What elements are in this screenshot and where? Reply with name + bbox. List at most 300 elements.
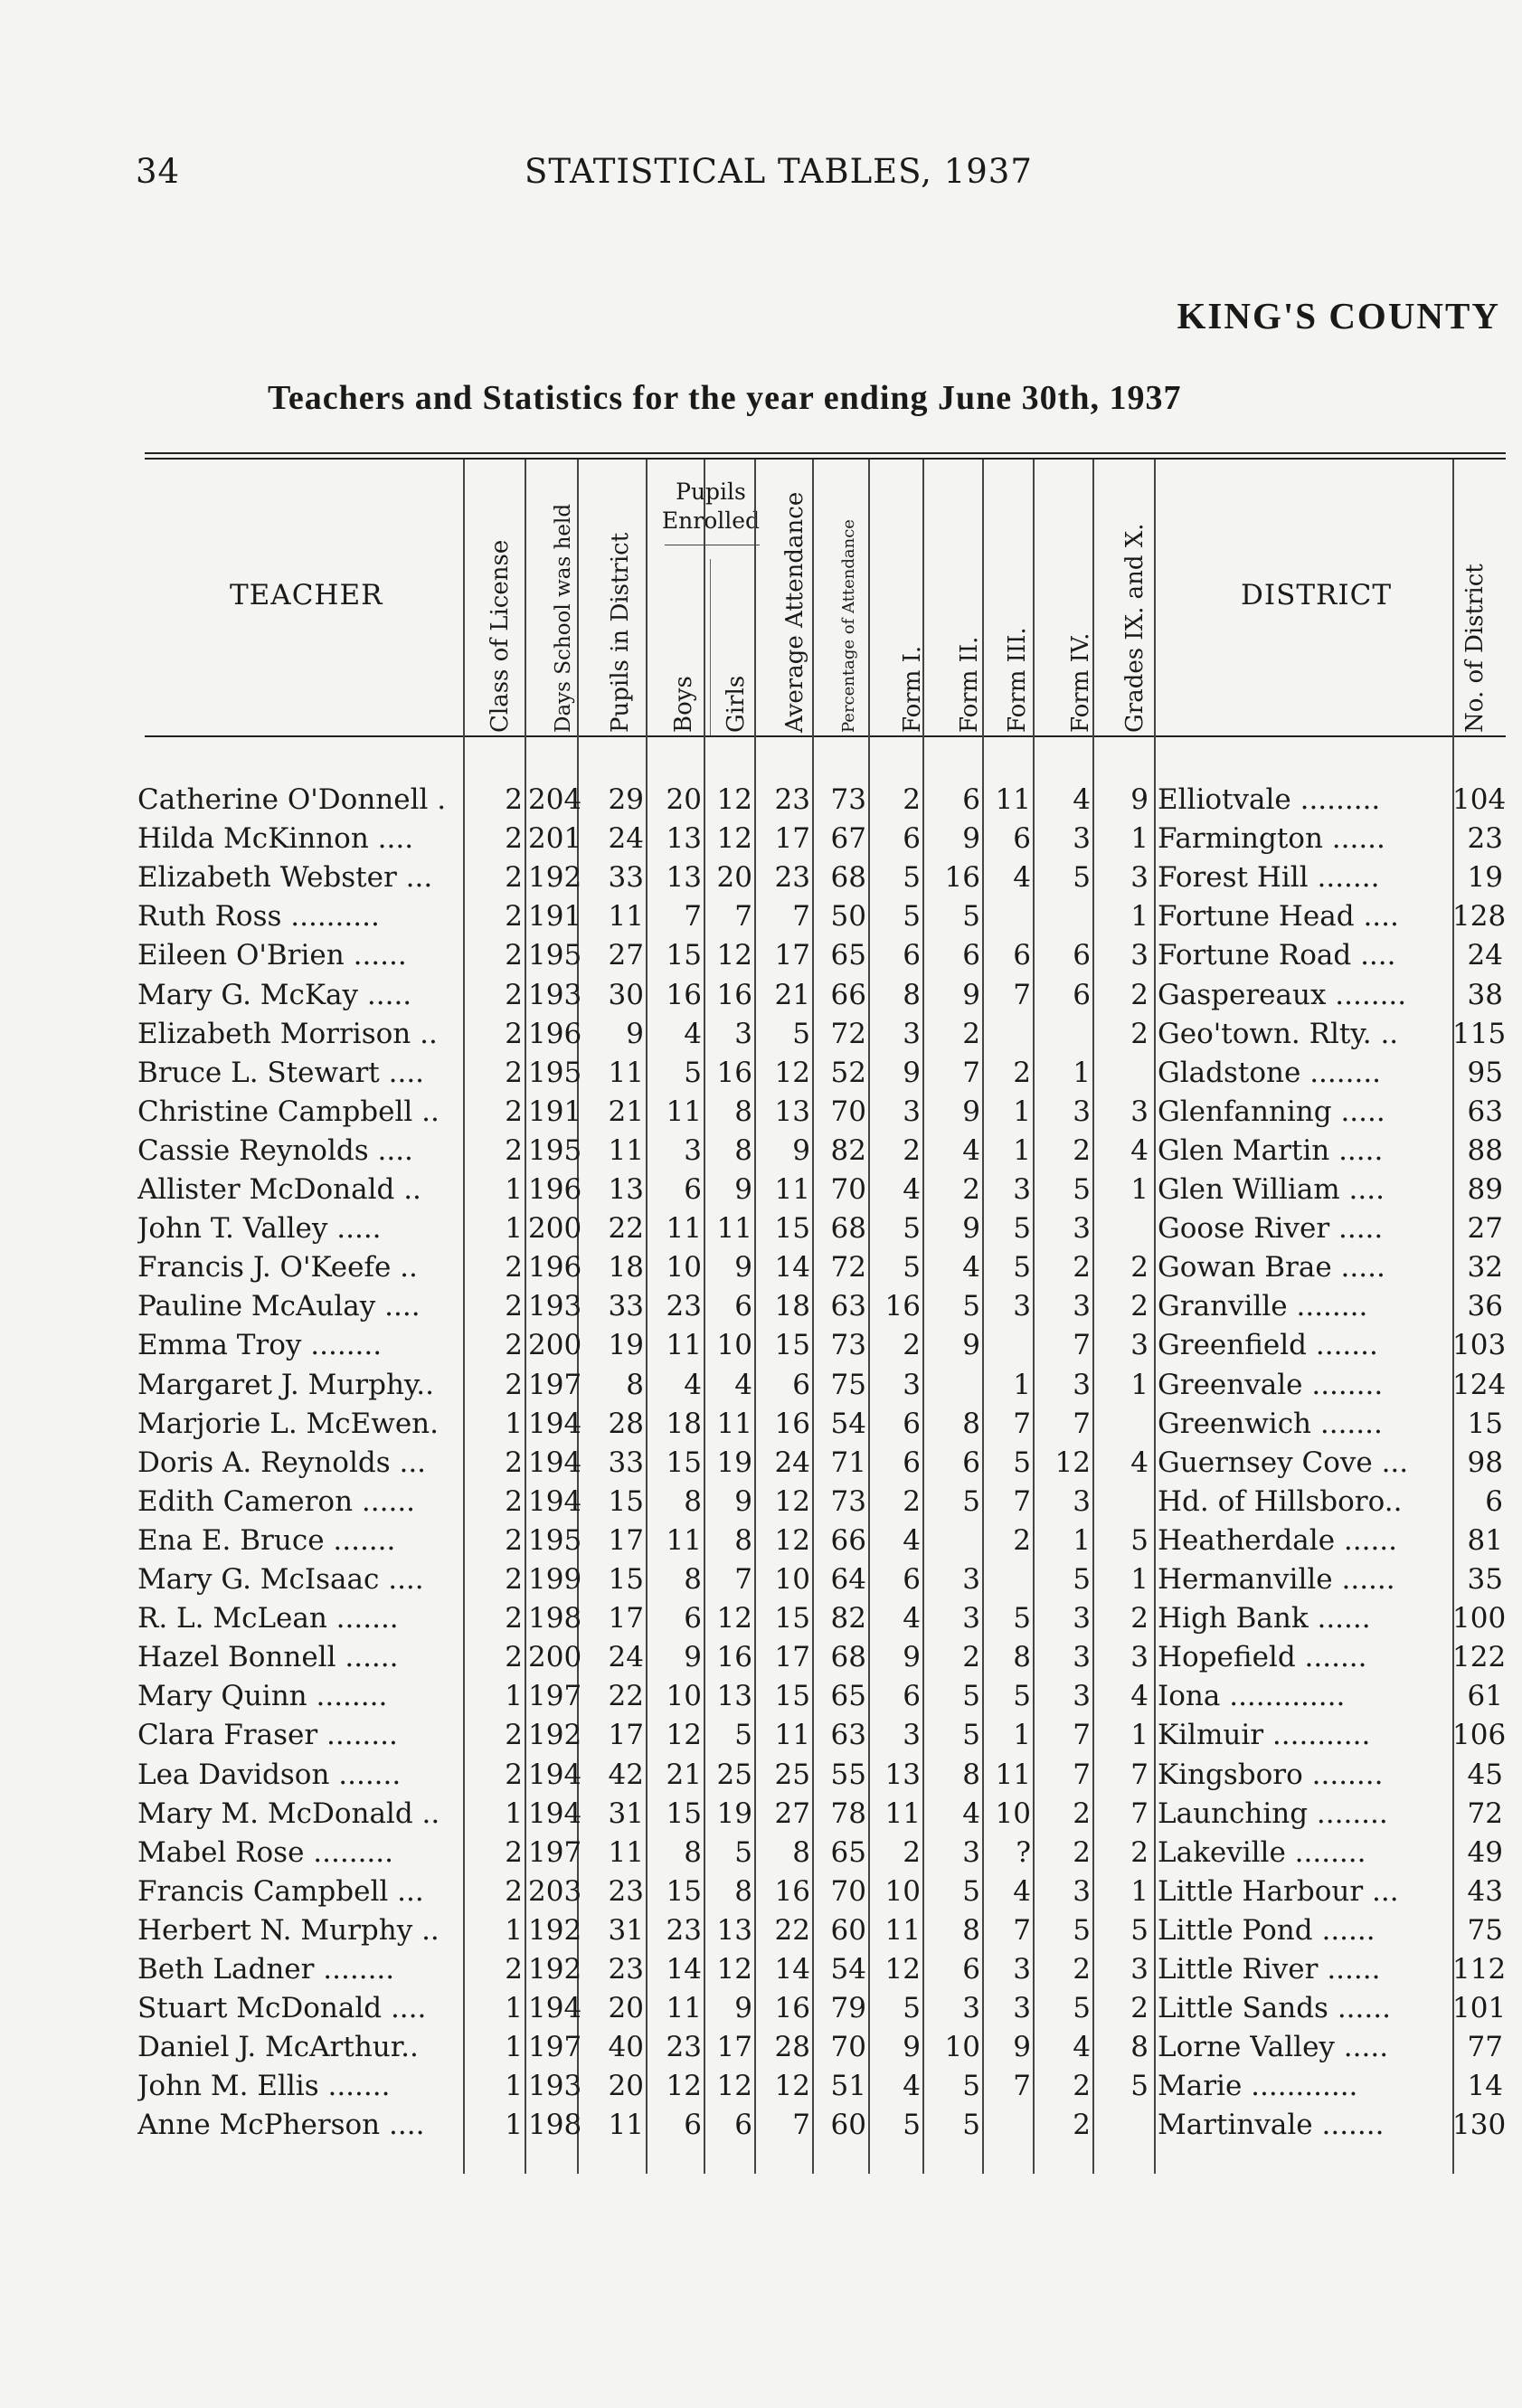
cell-f3: 3 — [1013, 1992, 1031, 2025]
table-row — [0, 1018, 1522, 1057]
cell-f4: 1 — [1073, 1056, 1091, 1089]
teacher-name: John T. Valley ..... — [137, 1212, 382, 1246]
teacher-name: R. L. McLean ....... — [137, 1602, 399, 1635]
cell-cls: 1 — [505, 1407, 523, 1440]
cell-f1: 9 — [903, 1641, 921, 1674]
cell-pupils: 9 — [626, 1017, 644, 1050]
cell-boys: 11 — [666, 1992, 702, 2025]
cell-girls: 13 — [716, 1913, 752, 1947]
cell-pct: 60 — [830, 2109, 866, 2142]
cell-g9: 1 — [1130, 1719, 1149, 1752]
cell-boys: 20 — [666, 783, 702, 816]
cell-pct: 68 — [830, 1212, 866, 1246]
cell-pct: 50 — [830, 900, 866, 934]
cell-f4: 3 — [1073, 1680, 1091, 1713]
cell-days: 198 — [528, 1602, 582, 1635]
cell-girls: 25 — [716, 1758, 752, 1791]
county-heading: KING'S COUNTY — [1177, 295, 1500, 337]
cell-f1: 9 — [903, 2031, 921, 2064]
table-row — [0, 1992, 1522, 2031]
cell-f3: 6 — [1013, 822, 1031, 856]
cell-f2: 9 — [962, 822, 980, 856]
cell-days: 197 — [528, 2031, 582, 2064]
cell-f3: 7 — [1013, 1484, 1031, 1518]
district-name: Iona ............. — [1158, 1680, 1346, 1713]
district-number: 19 — [1467, 861, 1503, 895]
cell-avg: 16 — [774, 1992, 810, 2025]
cell-boys: 8 — [684, 1484, 702, 1518]
cell-pupils: 15 — [608, 1563, 644, 1596]
cell-f4: 3 — [1073, 1095, 1091, 1128]
cell-g9: 7 — [1130, 1797, 1149, 1830]
district-number: 14 — [1467, 2070, 1503, 2103]
cell-pupils: 11 — [608, 1056, 644, 1089]
cell-f3: 9 — [1013, 2031, 1031, 2064]
cell-boys: 23 — [666, 1913, 702, 1947]
cell-g9: 3 — [1130, 1095, 1149, 1128]
teacher-name: Hazel Bonnell ...... — [137, 1641, 399, 1674]
district-name: Lorne Valley ..... — [1158, 2031, 1389, 2064]
cell-cls: 2 — [505, 1953, 523, 1986]
cell-girls: 5 — [734, 1719, 752, 1752]
table-row — [0, 1485, 1522, 1524]
cell-girls: 12 — [716, 1602, 752, 1635]
cell-girls: 19 — [716, 1446, 752, 1479]
cell-boys: 15 — [666, 1797, 702, 1830]
cell-avg: 25 — [774, 1758, 810, 1791]
cell-f3: 4 — [1013, 861, 1031, 895]
cell-cls: 2 — [505, 1017, 523, 1050]
cell-days: 196 — [528, 1251, 582, 1285]
cell-days: 198 — [528, 2109, 582, 2142]
teacher-name: Elizabeth Webster ... — [137, 861, 433, 895]
district-number: 115 — [1452, 1017, 1507, 1050]
header-form-2: Form II. — [956, 636, 983, 733]
cell-girls: 16 — [716, 1056, 752, 1089]
cell-cls: 2 — [505, 1835, 523, 1869]
cell-girls: 13 — [716, 1680, 752, 1713]
table-row — [0, 1875, 1522, 1914]
cell-f2: 9 — [962, 1212, 980, 1246]
cell-f4: 4 — [1073, 783, 1091, 816]
cell-pupils: 42 — [608, 1758, 644, 1791]
cell-avg: 17 — [774, 822, 810, 856]
cell-f4: 5 — [1073, 861, 1091, 895]
cell-girls: 6 — [734, 2109, 752, 2142]
table-row — [0, 900, 1522, 939]
cell-boys: 15 — [666, 1874, 702, 1908]
teacher-name: Mary Quinn ........ — [137, 1680, 388, 1713]
cell-avg: 8 — [792, 1835, 810, 1869]
teacher-name: Francis Campbell ... — [137, 1874, 424, 1908]
cell-pct: 70 — [830, 2031, 866, 2064]
teacher-name: Anne McPherson .... — [137, 2109, 425, 2142]
cell-g9: 4 — [1130, 1680, 1149, 1713]
cell-girls: 12 — [716, 822, 752, 856]
cell-f2: 5 — [962, 1290, 980, 1323]
district-name: Glen William .... — [1158, 1173, 1385, 1206]
cell-boys: 18 — [666, 1407, 702, 1440]
cell-avg: 16 — [774, 1874, 810, 1908]
district-name: Elliotvale ......... — [1158, 783, 1381, 816]
district-number: 27 — [1467, 1212, 1503, 1246]
district-number: 45 — [1467, 1758, 1503, 1791]
cell-pupils: 8 — [626, 1368, 644, 1401]
district-number: 128 — [1452, 900, 1507, 934]
cell-f3: 10 — [995, 1797, 1031, 1830]
district-number: 6 — [1485, 1484, 1503, 1518]
cell-days: 197 — [528, 1680, 582, 1713]
cell-f3: 11 — [995, 783, 1031, 816]
teacher-name: Francis J. O'Keefe .. — [137, 1251, 418, 1285]
district-name: Goose River ..... — [1158, 1212, 1384, 1246]
cell-girls: 6 — [734, 1290, 752, 1323]
cell-f2: 9 — [962, 978, 980, 1011]
cell-pupils: 40 — [608, 2031, 644, 2064]
cell-cls: 2 — [505, 1251, 523, 1285]
cell-f2: 3 — [962, 1602, 980, 1635]
cell-cls: 2 — [505, 978, 523, 1011]
cell-pct: 60 — [830, 1913, 866, 1947]
cell-pct: 52 — [830, 1056, 866, 1089]
teacher-name: Clara Fraser ........ — [137, 1719, 398, 1752]
cell-days: 194 — [528, 1446, 582, 1479]
header-form-3: Form III. — [1004, 627, 1031, 733]
teacher-name: Pauline McAulay .... — [137, 1290, 421, 1323]
cell-f1: 6 — [903, 1563, 921, 1596]
cell-g9: 3 — [1130, 1641, 1149, 1674]
teacher-name: Edith Cameron ...... — [137, 1484, 416, 1518]
cell-avg: 28 — [774, 2031, 810, 2064]
cell-boys: 11 — [666, 1329, 702, 1362]
header-teacher: TEACHER — [230, 579, 383, 611]
district-number: 95 — [1467, 1056, 1503, 1089]
cell-pct: 70 — [830, 1173, 866, 1206]
cell-pupils: 31 — [608, 1797, 644, 1830]
cell-f1: 3 — [903, 1368, 921, 1401]
cell-days: 200 — [528, 1329, 582, 1362]
cell-f4: 3 — [1073, 1874, 1091, 1908]
cell-avg: 27 — [774, 1797, 810, 1830]
cell-f1: 5 — [903, 1251, 921, 1285]
cell-f2: 7 — [962, 1056, 980, 1089]
cell-f1: 2 — [903, 1133, 921, 1167]
cell-f4: 2 — [1073, 1953, 1091, 1986]
cell-f3: ? — [1016, 1835, 1031, 1869]
cell-pct: 75 — [830, 1368, 866, 1401]
cell-pct: 65 — [830, 1835, 866, 1869]
district-name: Marie ............ — [1158, 2070, 1358, 2103]
district-name: Heatherdale ...... — [1158, 1523, 1398, 1557]
table-row — [0, 822, 1522, 861]
cell-cls: 2 — [505, 1484, 523, 1518]
cell-cls: 2 — [505, 1719, 523, 1752]
cell-f4: 2 — [1073, 1797, 1091, 1830]
table-row — [0, 1408, 1522, 1446]
cell-f1: 11 — [884, 1797, 921, 1830]
cell-pct: 68 — [830, 861, 866, 895]
cell-days: 200 — [528, 1641, 582, 1674]
table-row — [0, 1057, 1522, 1095]
cell-pupils: 29 — [608, 783, 644, 816]
district-name: Fortune Head .... — [1158, 900, 1399, 934]
district-name: Little Harbour ... — [1158, 1874, 1399, 1908]
cell-f2: 5 — [962, 1680, 980, 1713]
cell-g9: 4 — [1130, 1446, 1149, 1479]
cell-cls: 2 — [505, 900, 523, 934]
district-name: Hd. of Hillsboro.. — [1158, 1484, 1403, 1518]
cell-f2: 5 — [962, 1719, 980, 1752]
cell-pupils: 22 — [608, 1680, 644, 1713]
cell-pupils: 24 — [608, 822, 644, 856]
cell-f1: 11 — [884, 1913, 921, 1947]
cell-pct: 65 — [830, 1680, 866, 1713]
district-name: Fortune Road .... — [1158, 939, 1396, 972]
cell-f3: 5 — [1013, 1251, 1031, 1285]
cell-girls: 7 — [734, 1563, 752, 1596]
cell-cls: 2 — [505, 1056, 523, 1089]
cell-f2: 6 — [962, 783, 980, 816]
cell-f1: 3 — [903, 1017, 921, 1050]
district-name: Gaspereaux ........ — [1158, 978, 1407, 1011]
teacher-name: Mary M. McDonald .. — [137, 1797, 440, 1830]
cell-f3: 2 — [1013, 1056, 1031, 1089]
teacher-name: Christine Campbell .. — [137, 1095, 440, 1128]
cell-avg: 23 — [774, 861, 810, 895]
cell-avg: 21 — [774, 978, 810, 1011]
cell-days: 191 — [528, 900, 582, 934]
cell-f4: 5 — [1073, 1563, 1091, 1596]
cell-avg: 24 — [774, 1446, 810, 1479]
district-number: 77 — [1467, 2031, 1503, 2064]
cell-pct: 54 — [830, 1407, 866, 1440]
header-pupils-in-district: Pupils in District — [607, 532, 634, 733]
cell-f1: 6 — [903, 822, 921, 856]
teacher-name: Daniel J. McArthur.. — [137, 2031, 419, 2064]
cell-pct: 64 — [830, 1563, 866, 1596]
cell-boys: 6 — [684, 1602, 702, 1635]
cell-girls: 9 — [734, 1992, 752, 2025]
cell-f4: 3 — [1073, 1484, 1091, 1518]
cell-f4: 2 — [1073, 1251, 1091, 1285]
cell-avg: 7 — [792, 900, 810, 934]
cell-days: 196 — [528, 1173, 582, 1206]
cell-days: 192 — [528, 861, 582, 895]
cell-avg: 6 — [792, 1368, 810, 1401]
cell-avg: 10 — [774, 1563, 810, 1596]
table-row — [0, 1641, 1522, 1680]
cell-g9: 2 — [1130, 1290, 1149, 1323]
cell-boys: 8 — [684, 1835, 702, 1869]
district-name: Farmington ...... — [1158, 822, 1385, 856]
cell-days: 199 — [528, 1563, 582, 1596]
table-row — [0, 861, 1522, 900]
cell-f4: 3 — [1073, 1641, 1091, 1674]
cell-cls: 2 — [505, 1329, 523, 1362]
district-number: 112 — [1452, 1953, 1507, 1986]
cell-days: 193 — [528, 978, 582, 1011]
cell-days: 201 — [528, 822, 582, 856]
cell-girls: 4 — [734, 1368, 752, 1401]
cell-boys: 7 — [684, 900, 702, 934]
cell-cls: 2 — [505, 1095, 523, 1128]
table-row — [0, 1602, 1522, 1641]
cell-avg: 16 — [774, 1407, 810, 1440]
cell-girls: 9 — [734, 1251, 752, 1285]
cell-f1: 5 — [903, 861, 921, 895]
cell-days: 197 — [528, 1368, 582, 1401]
table-row — [0, 1173, 1522, 1212]
cell-f3: 5 — [1013, 1446, 1031, 1479]
cell-pupils: 13 — [608, 1173, 644, 1206]
district-number: 103 — [1452, 1329, 1507, 1362]
cell-pct: 72 — [830, 1251, 866, 1285]
cell-f2: 3 — [962, 1992, 980, 2025]
cell-f1: 2 — [903, 783, 921, 816]
header-boys: Boys — [670, 676, 697, 733]
cell-f3: 7 — [1013, 978, 1031, 1011]
district-name: Glen Martin ..... — [1158, 1133, 1384, 1167]
table-row — [0, 1134, 1522, 1173]
cell-f2: 6 — [962, 1953, 980, 1986]
cell-cls: 1 — [505, 1173, 523, 1206]
cell-f2: 8 — [962, 1758, 980, 1791]
cell-boys: 21 — [666, 1758, 702, 1791]
cell-f4: 3 — [1073, 1290, 1091, 1323]
district-number: 61 — [1467, 1680, 1503, 1713]
cell-cls: 2 — [505, 783, 523, 816]
cell-avg: 22 — [774, 1913, 810, 1947]
table-row — [0, 939, 1522, 978]
cell-f4: 6 — [1073, 978, 1091, 1011]
cell-days: 194 — [528, 1797, 582, 1830]
cell-f1: 3 — [903, 1719, 921, 1752]
table-row — [0, 2070, 1522, 2109]
table-row — [0, 1719, 1522, 1758]
cell-f3: 8 — [1013, 1641, 1031, 1674]
cell-f2: 4 — [962, 1797, 980, 1830]
cell-f1: 9 — [903, 1056, 921, 1089]
district-number: 49 — [1467, 1835, 1503, 1869]
district-number: 38 — [1467, 978, 1503, 1011]
cell-f2: 4 — [962, 1133, 980, 1167]
cell-f1: 16 — [884, 1290, 921, 1323]
district-number: 104 — [1452, 783, 1507, 816]
teacher-name: Hilda McKinnon .... — [137, 822, 414, 856]
cell-f2: 3 — [962, 1835, 980, 1869]
cell-cls: 1 — [505, 2031, 523, 2064]
top-rule — [145, 452, 1506, 454]
cell-g9: 3 — [1130, 1953, 1149, 1986]
cell-f4: 5 — [1073, 1992, 1091, 2025]
cell-f1: 2 — [903, 1835, 921, 1869]
cell-pct: 63 — [830, 1290, 866, 1323]
cell-pupils: 33 — [608, 861, 644, 895]
teacher-name: Emma Troy ........ — [137, 1329, 383, 1362]
teacher-name: Allister McDonald .. — [137, 1173, 421, 1206]
cell-boys: 14 — [666, 1953, 702, 1986]
district-number: 23 — [1467, 822, 1503, 856]
cell-boys: 12 — [666, 2070, 702, 2103]
cell-girls: 20 — [716, 861, 752, 895]
cell-boys: 23 — [666, 2031, 702, 2064]
cell-girls: 5 — [734, 1835, 752, 1869]
cell-avg: 12 — [774, 1523, 810, 1557]
boys-girls-divider — [710, 559, 711, 735]
cell-pupils: 27 — [608, 939, 644, 972]
cell-avg: 23 — [774, 783, 810, 816]
cell-girls: 8 — [734, 1523, 752, 1557]
cell-f1: 5 — [903, 2109, 921, 2142]
table-row — [0, 2031, 1522, 2070]
cell-pct: 66 — [830, 978, 866, 1011]
table-row — [0, 1212, 1522, 1251]
cell-f1: 5 — [903, 900, 921, 934]
cell-f1: 4 — [903, 1173, 921, 1206]
teacher-name: Mabel Rose ......... — [137, 1835, 393, 1869]
cell-pct: 82 — [830, 1133, 866, 1167]
district-name: Little River ...... — [1158, 1953, 1381, 1986]
cell-boys: 3 — [684, 1133, 702, 1167]
cell-f4: 1 — [1073, 1523, 1091, 1557]
table-row — [0, 1914, 1522, 1953]
cell-boys: 9 — [684, 1641, 702, 1674]
cell-pupils: 24 — [608, 1641, 644, 1674]
cell-f3: 6 — [1013, 939, 1031, 972]
cell-boys: 11 — [666, 1212, 702, 1246]
header-percentage-attendance: Percentage of Attendance — [839, 519, 858, 733]
cell-f1: 13 — [884, 1758, 921, 1791]
cell-girls: 8 — [734, 1095, 752, 1128]
cell-avg: 15 — [774, 1212, 810, 1246]
cell-girls: 12 — [716, 783, 752, 816]
cell-girls: 11 — [716, 1212, 752, 1246]
header-grades-ix-x: Grades IX. and X. — [1121, 523, 1149, 733]
cell-boys: 11 — [666, 1095, 702, 1128]
cell-f2: 2 — [962, 1173, 980, 1206]
header-average-attendance: Average Attendance — [781, 491, 808, 733]
teacher-name: John M. Ellis ....... — [137, 2070, 391, 2103]
cell-cls: 2 — [505, 1290, 523, 1323]
cell-g9: 2 — [1130, 1835, 1149, 1869]
cell-f2: 8 — [962, 1407, 980, 1440]
cell-cls: 1 — [505, 1212, 523, 1246]
cell-pupils: 20 — [608, 1992, 644, 2025]
cell-days: 196 — [528, 1017, 582, 1050]
cell-avg: 18 — [774, 1290, 810, 1323]
cell-boys: 12 — [666, 1719, 702, 1752]
teacher-name: Catherine O'Donnell . — [137, 783, 447, 816]
cell-f4: 5 — [1073, 1173, 1091, 1206]
cell-cls: 1 — [505, 1913, 523, 1947]
table-row — [0, 1836, 1522, 1875]
district-number: 122 — [1452, 1641, 1507, 1674]
cell-pupils: 31 — [608, 1913, 644, 1947]
district-name: Gowan Brae ..... — [1158, 1251, 1385, 1285]
cell-pupils: 18 — [608, 1251, 644, 1285]
cell-girls: 8 — [734, 1133, 752, 1167]
teacher-name: Doris A. Reynolds ... — [137, 1446, 427, 1479]
cell-f3: 7 — [1013, 2070, 1031, 2103]
cell-f2: 9 — [962, 1329, 980, 1362]
district-name: Kilmuir ........... — [1158, 1719, 1371, 1752]
cell-f4: 3 — [1073, 1212, 1091, 1246]
cell-f1: 12 — [884, 1953, 921, 1986]
cell-girls: 12 — [716, 939, 752, 972]
cell-f3: 4 — [1013, 1874, 1031, 1908]
cell-pct: 73 — [830, 1484, 866, 1518]
cell-f1: 4 — [903, 1602, 921, 1635]
